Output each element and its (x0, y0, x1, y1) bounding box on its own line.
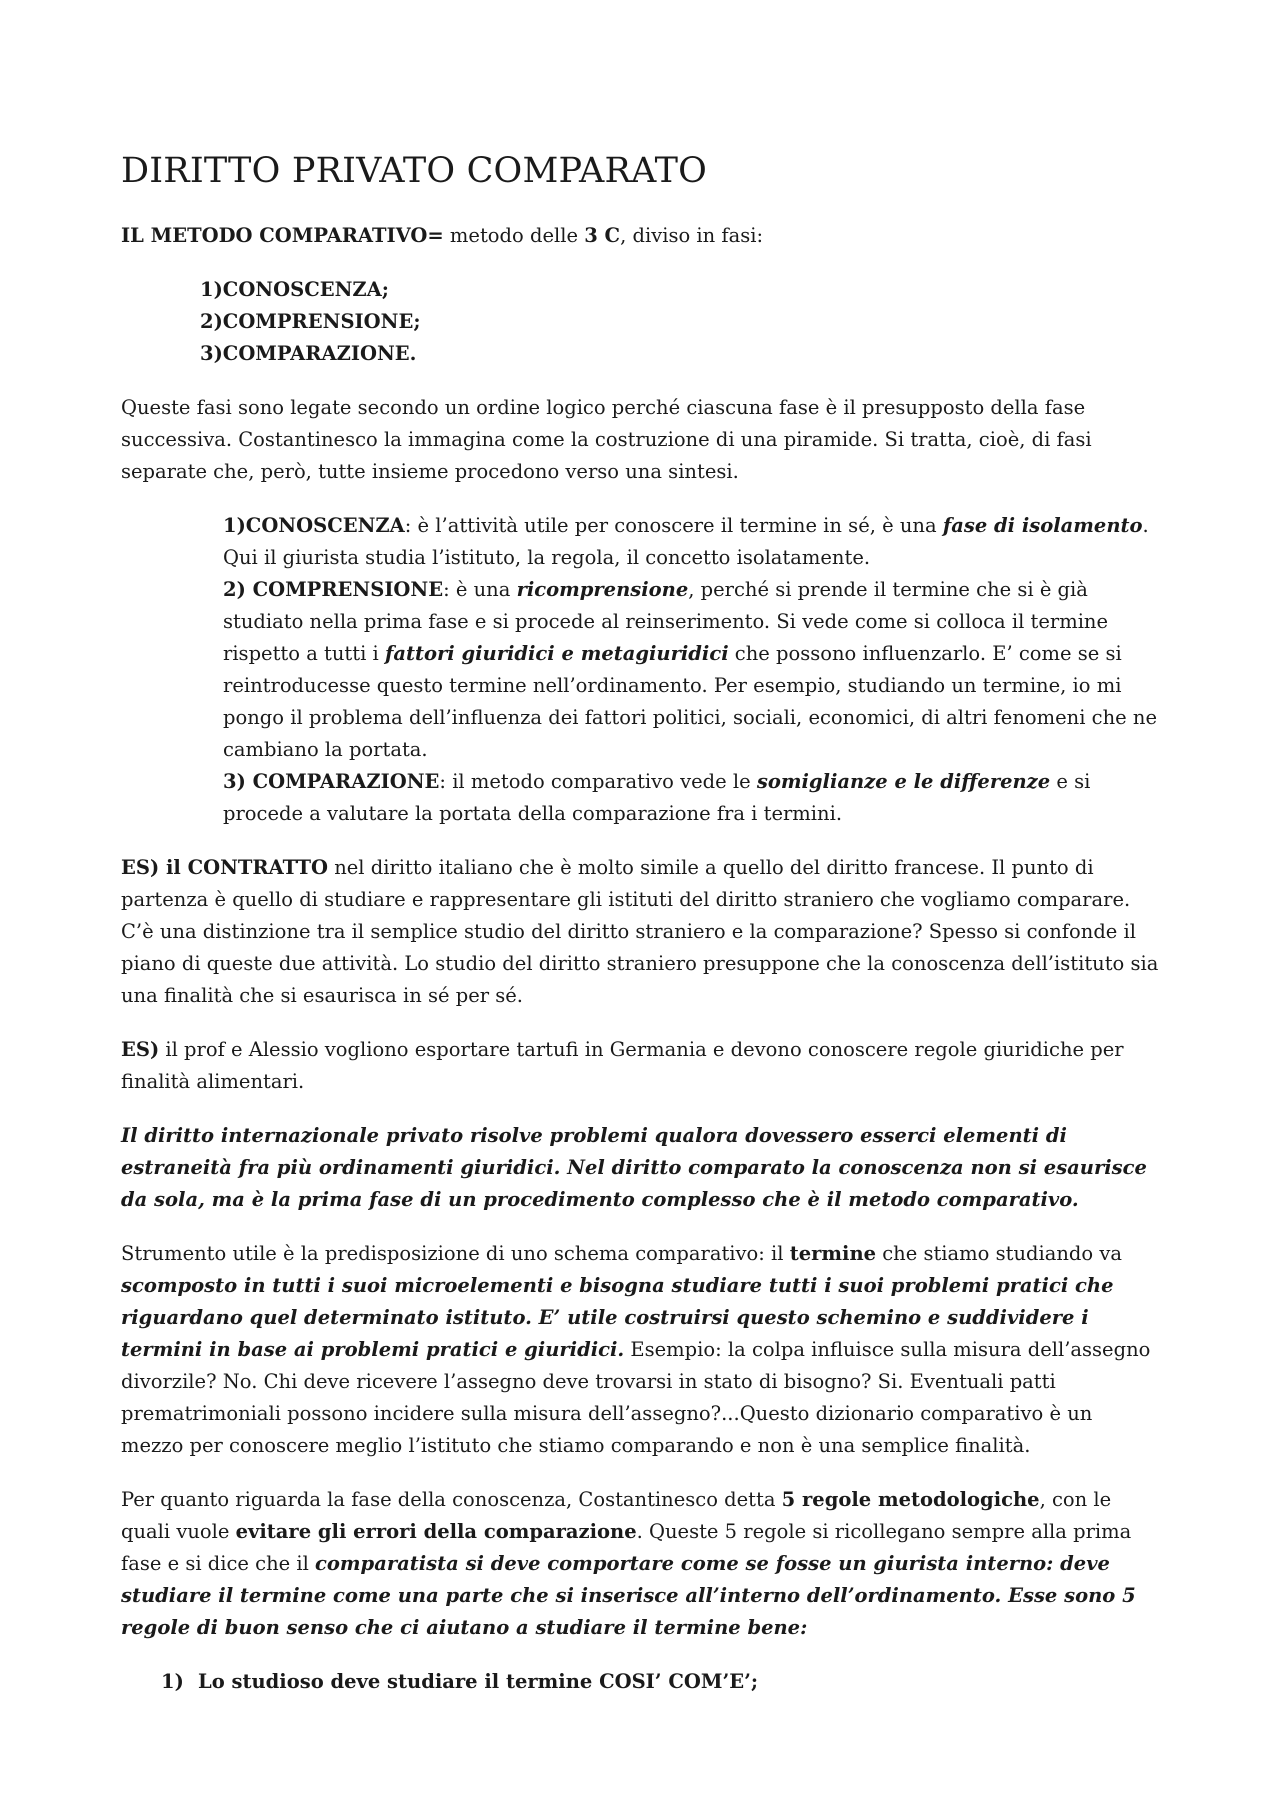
rule-number: 1) (161, 1670, 184, 1693)
rules-text-3: . Queste 5 regole si ricollegano sempre alla prima fase e si dice che il (121, 1520, 1132, 1575)
example-tartufi-paragraph (121, 1034, 1160, 1098)
phase-2-text-2: , perché si prende il termine che si è già studiato nella prima fase e si procede al reinserimento. Si vede come si colloca il termine rispetto a tutti i (223, 578, 1109, 665)
intro-text-2: , diviso in fasi: (620, 224, 764, 247)
rules-text-1: Per quanto riguarda la fase della conoscenza, Costantinesco detta (121, 1488, 782, 1511)
phase-2-text-1: : è una (443, 578, 517, 601)
phase-2-label: 2) COMPRENSIONE (223, 578, 444, 601)
phases-paragraph: Queste fasi sono legate secondo un ordine logico perché ciascuna fase è il presupposto della fase successiva. Costantinesco la immagina come la costruzione di una piramide. Si tratta, cioè, di fasi separate che, però, tutte insieme procedono verso una sintesi. (121, 396, 1092, 483)
phase-2-text-3: che possono influenzarlo. E’ come se si reintroducesse questo termine nell’ordinamento. Per esempio, studiando un termine, io mi pongo il problema dell’influenza dei fattori politici, sociali, economici, di altri fenomeni che ne cambiano la portata. (223, 642, 1157, 761)
phase-3-text-2: e si procede a valutare la portata della comparazione fra i termini. (223, 770, 1091, 825)
example-tartufi-text: il prof e Alessio vogliono esportare tartufi in Germania e devono conoscere regole giuridiche per finalità alimentari. (121, 1038, 1124, 1093)
rule-text: Lo studioso deve studiare il termine COSI’ COM’E’; (198, 1670, 759, 1693)
phase-item-conoscenza: 1)CONOSCENZA; (200, 278, 389, 301)
example-contratto-text: nel diritto italiano che è molto simile a quello del diritto francese. Il punto di partenza è quello di studiare e rappresentare gli istituti del diritto straniero che vogliamo comparare. C’è una distinzione tra il semplice studio del diritto straniero e la comparazione? Spesso si confonde il piano di queste due attività. Lo studio del diritto straniero presuppone che la conoscenza dell’istituto sia una finalità che si esaurisca in sé per sé. (121, 856, 1159, 1007)
phase-1-label: 1)CONOSCENZA (223, 514, 405, 537)
schema-text-2: che stiamo studiando va (876, 1242, 1122, 1265)
phase-3-label: 3) COMPARAZIONE (223, 770, 440, 793)
dip-paragraph: Il diritto internazionale privato risolve problemi qualora dovessero esserci elementi di estraneità fra più ordinamenti giuridici. Nel diritto comparato la conoscenza non si esaurisce da sola, ma è la prima fase di un procedimento complesso che è il metodo comparativo. (121, 1124, 1147, 1211)
phase-1-text-2: . Qui il giurista studia l’istituto, la regola, il concetto isolatamente. (223, 514, 1149, 569)
phase-item-comparazione: 3)COMPARAZIONE. (200, 342, 417, 365)
schema-text-3: Esempio: la colpa influisce sulla misura dell’assegno divorzile? No. Chi deve ricevere l’assegno deve trovarsi in stato di bisogno? Si. Eventuali patti prematrimoniali possono incidere sulla misura dell’assegno?...Questo dizionario comparativo è un mezzo per conoscere meglio l’istituto che stiamo comparando e non è una semplice finalità. (121, 1338, 1151, 1457)
phase-item-comprensione: 2)COMPRENSIONE; (200, 310, 421, 333)
phase-2-emph-2: fattori giuridici e metagiuridici (384, 642, 729, 665)
intro-label: IL METODO COMPARATIVO= (121, 224, 444, 247)
rules-bold-evitare: evitare gli errori della comparazione (235, 1520, 637, 1543)
phase-3-detail (223, 766, 1160, 830)
phase-2-emph-1: ricomprensione (516, 578, 689, 601)
schema-emph: scomposto in tutti i suoi microelementi e bisogna studiare tutti i suoi problemi pratici che riguardano quel determinato istituto. E’ utile costruirsi questo schemino e suddividere i termini in base ai problemi pratici e giuridici. (121, 1274, 1114, 1361)
phase-1-emph: fase di isolamento (942, 514, 1143, 537)
phase-1-text-1: : è l’attività utile per conoscere il termine in sé, è una (404, 514, 943, 537)
intro-text-1: metodo delle (443, 224, 585, 247)
rules-emph: comparatista si deve comportare come se fosse un giurista interno: deve studiare il termine come una parte che si inserisce all’interno dell’ordinamento. Esse sono 5 regole di buon senso che ci aiutano a studiare il termine bene: (121, 1552, 1136, 1639)
rules-bold-5-regole: 5 regole metodologiche (781, 1488, 1040, 1511)
rule-item (161, 1666, 1160, 1698)
rules-paragraph (121, 1484, 1160, 1644)
rules-list (121, 1666, 1160, 1698)
phase-3-text-1: : il metodo comparativo vede le (439, 770, 757, 793)
rules-text-2: , con le quali vuole (121, 1488, 1112, 1543)
intro-paragraph (121, 220, 1160, 252)
example-contratto-paragraph (121, 852, 1160, 1012)
schema-text-1: Strumento utile è la predisposizione di uno schema comparativo: il (121, 1242, 790, 1265)
schema-paragraph (121, 1238, 1160, 1462)
phase-detail-block (223, 510, 1160, 830)
example-contratto-label: ES) il CONTRATTO (121, 856, 328, 879)
intro-3c: 3 C (584, 224, 621, 247)
phase-3-emph: somiglianze e le differenze (756, 770, 1051, 793)
phase-list (200, 274, 1160, 370)
schema-bold-termine: termine (789, 1242, 877, 1265)
document-title: DIRITTO PRIVATO COMPARATO (121, 151, 708, 191)
example-tartufi-label: ES) (121, 1038, 160, 1061)
phase-2-detail (223, 574, 1160, 766)
phase-1-detail (223, 510, 1160, 574)
